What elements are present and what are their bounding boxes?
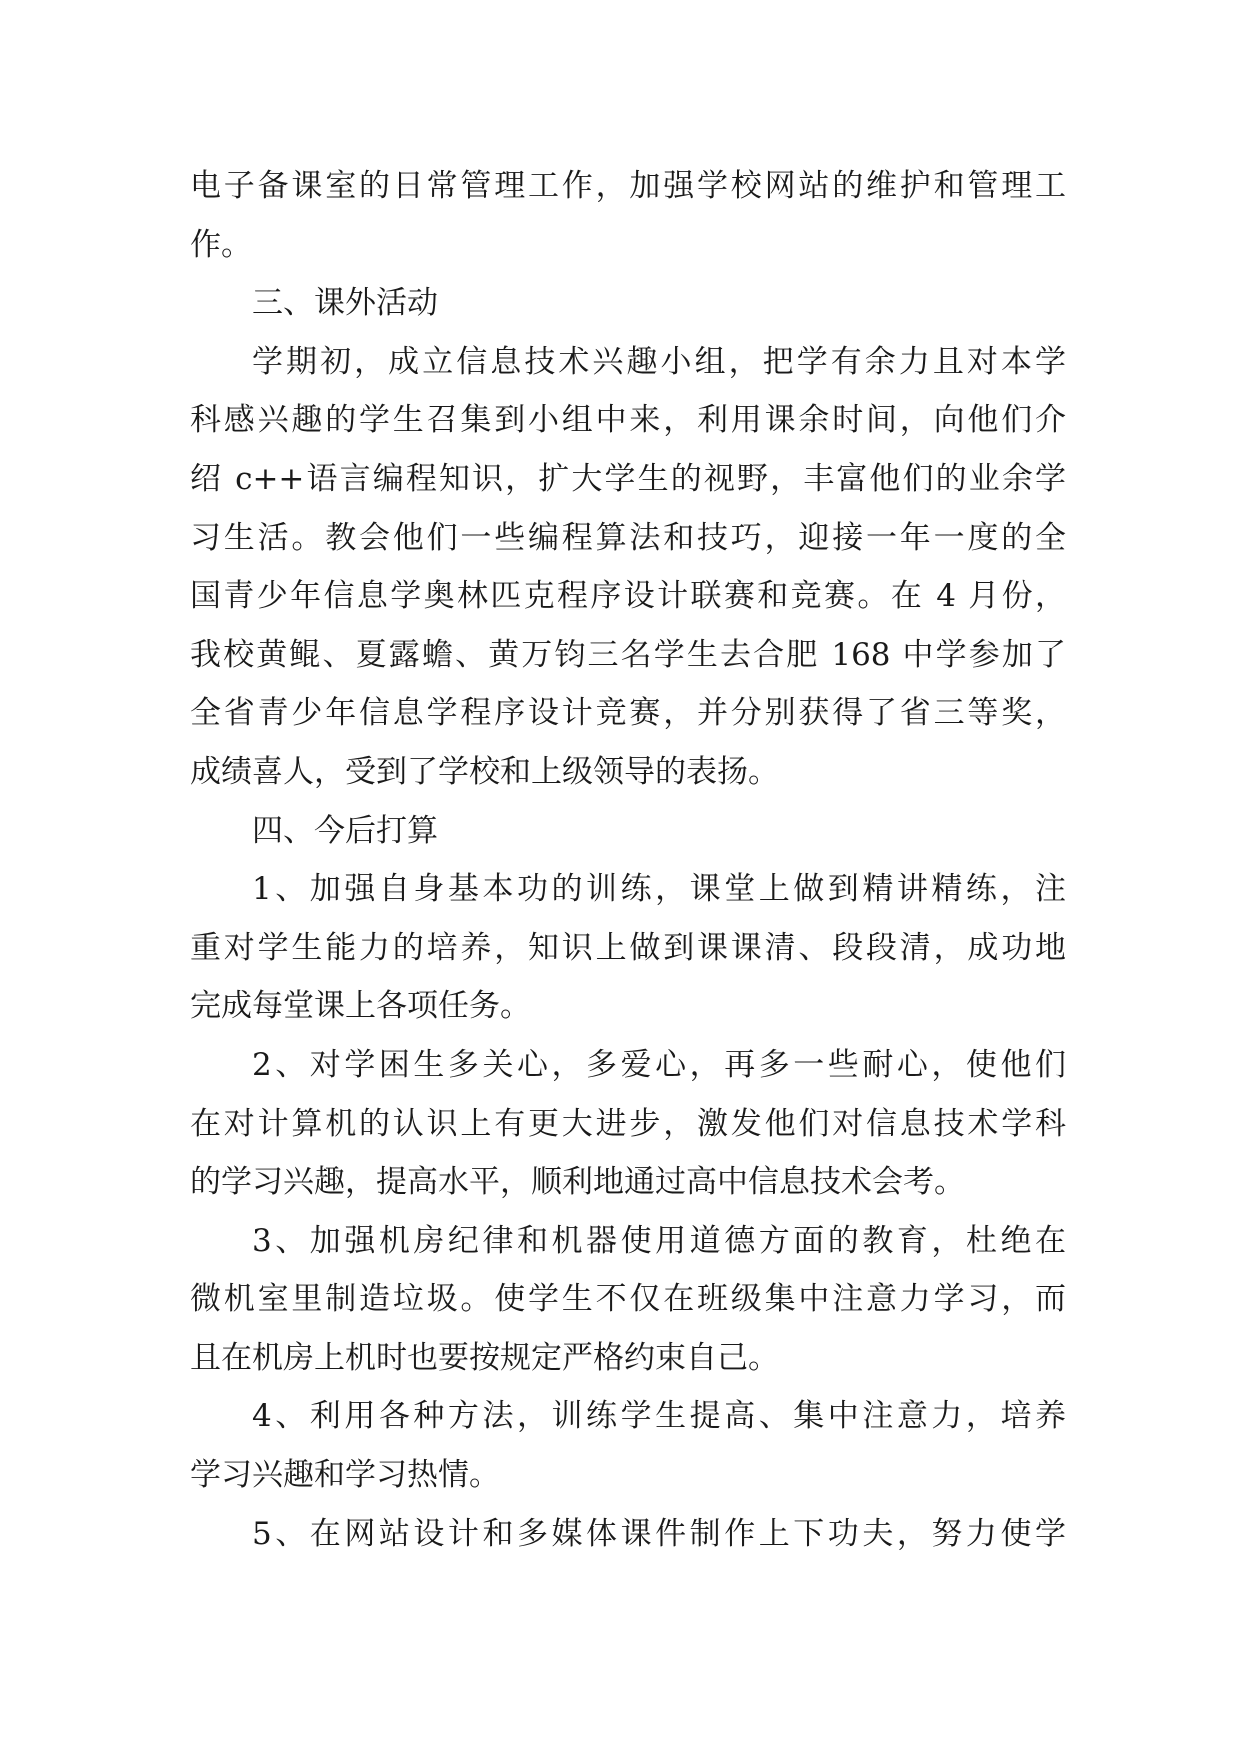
text-line: 习生活。教会他们一些编程算法和技巧，迎接一年一度的全 <box>190 519 1066 556</box>
text-line: 三、课外活动 <box>252 285 438 322</box>
text-line: 且在机房上机时也要按规定严格约束自己。 <box>190 1339 779 1376</box>
text-line: 四、今后打算 <box>252 812 438 849</box>
text-line: 绍 c++语言编程知识，扩大学生的视野，丰富他们的业余学 <box>190 460 1066 497</box>
text-line: 微机室里制造垃圾。使学生不仅在班级集中注意力学习，而 <box>190 1281 1066 1318</box>
text-line: 的学习兴趣，提高水平，顺利地通过高中信息技术会考。 <box>190 1164 965 1201</box>
text-line: 学习兴趣和学习热情。 <box>190 1457 500 1494</box>
text-line: 科感兴趣的学生召集到小组中来，利用课余时间，向他们介 <box>190 402 1066 439</box>
text-line: 作。 <box>190 226 252 263</box>
text-line: 完成每堂课上各项任务。 <box>190 988 531 1025</box>
text-line: 4、利用各种方法，训练学生提高、集中注意力，培养 <box>252 1398 1066 1435</box>
text-line: 重对学生能力的培养，知识上做到课课清、段段清，成功地 <box>190 929 1066 966</box>
document-body <box>190 157 1066 1563</box>
text-line: 我校黄鲲、夏露蟾、黄万钧三名学生去合肥 168 中学参加了 <box>190 636 1066 673</box>
text-line: 1、加强自身基本功的训练，课堂上做到精讲精练，注 <box>252 871 1066 908</box>
text-line: 5、在网站设计和多媒体课件制作上下功夫，努力使学 <box>252 1515 1066 1552</box>
text-line: 2、对学困生多关心，多爱心，再多一些耐心，使他们 <box>252 1046 1066 1083</box>
text-line: 成绩喜人，受到了学校和上级领导的表扬。 <box>190 753 779 790</box>
text-line: 3、加强机房纪律和机器使用道德方面的教育，杜绝在 <box>252 1222 1066 1259</box>
text-line: 在对计算机的认识上有更大进步，激发他们对信息技术学科 <box>190 1105 1066 1142</box>
text-line: 学期初，成立信息技术兴趣小组，把学有余力且对本学 <box>252 343 1066 380</box>
text-line: 全省青少年信息学程序设计竞赛，并分别获得了省三等奖， <box>190 695 1066 732</box>
text-line: 国青少年信息学奥林匹克程序设计联赛和竞赛。在 4 月份， <box>190 578 1066 615</box>
text-line: 电子备课室的日常管理工作，加强学校网站的维护和管理工 <box>190 168 1066 204</box>
